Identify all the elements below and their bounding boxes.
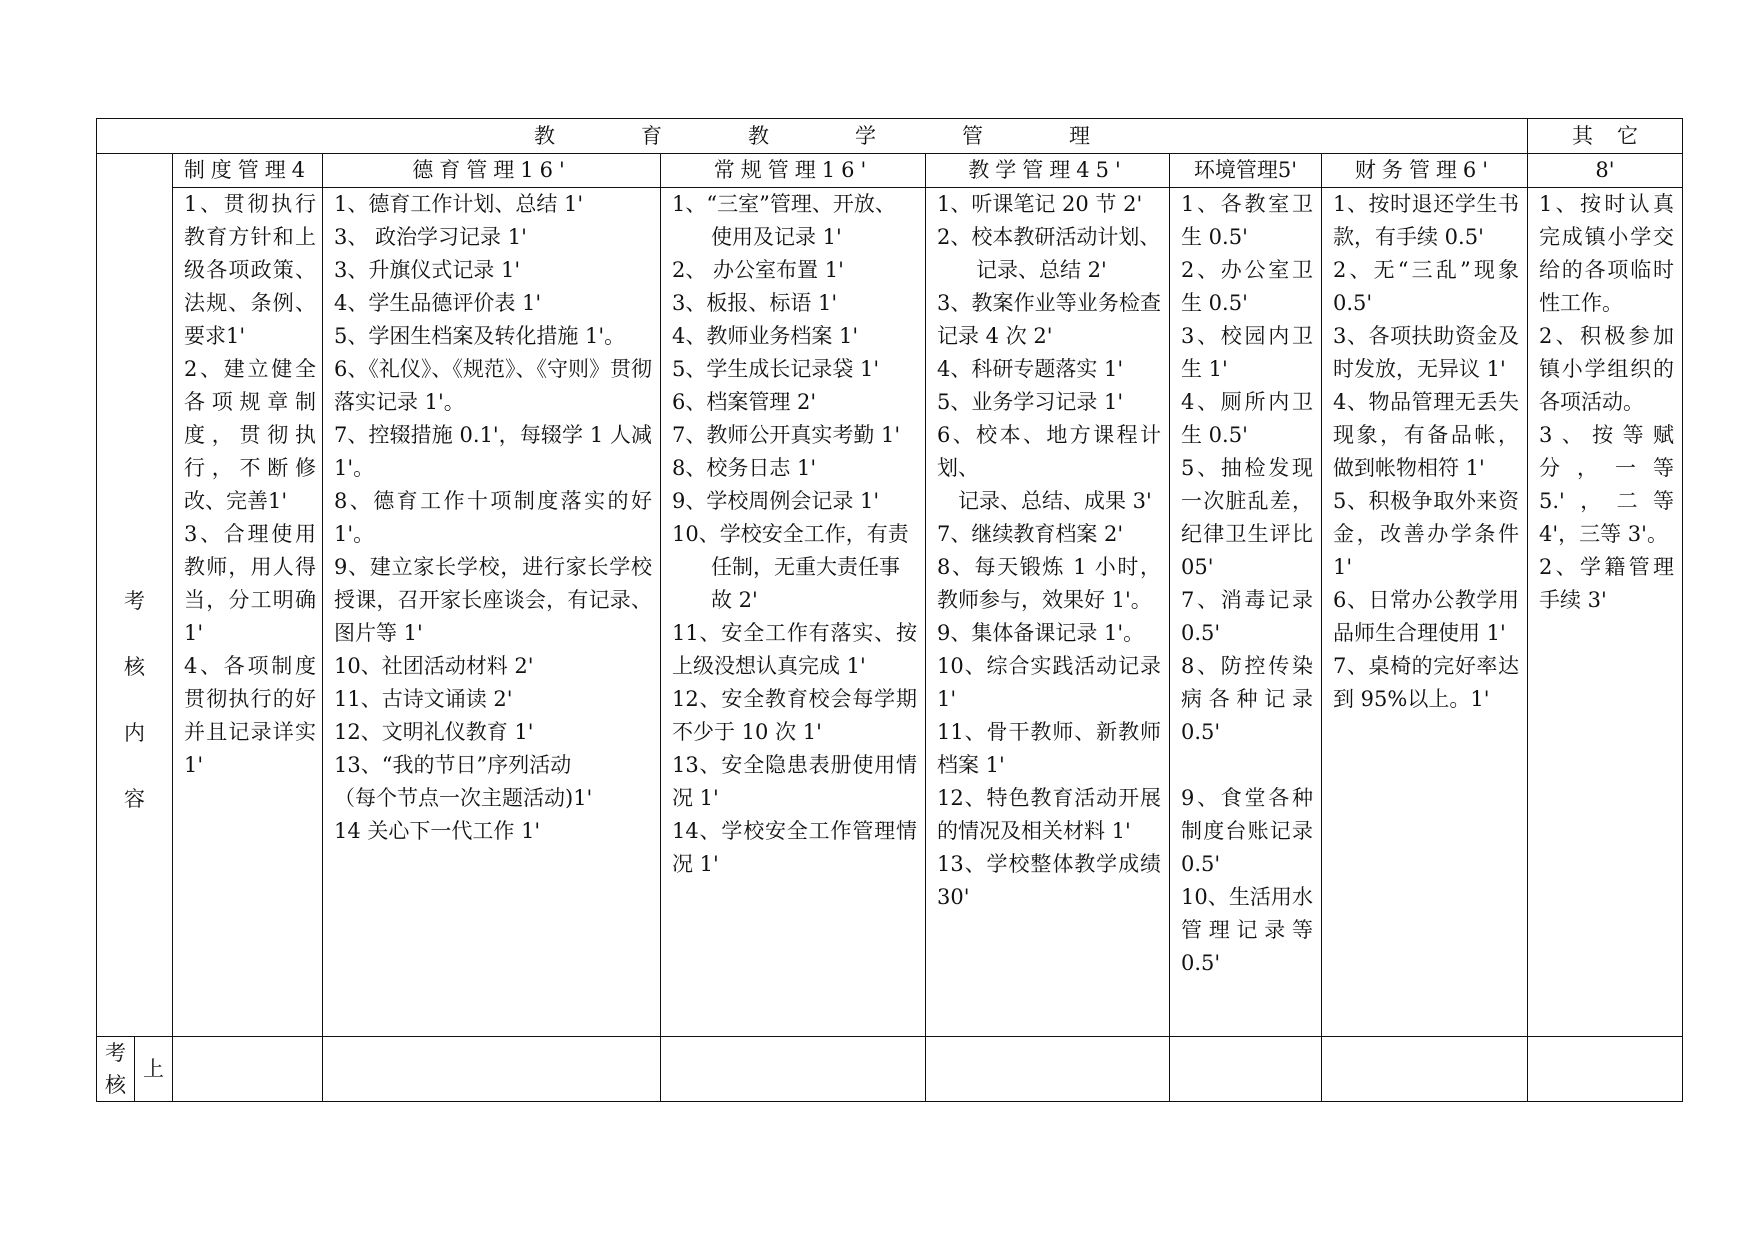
list-item: 9、建立家长学校，进行家长学校授课，召开家长座谈会，有记录、图片等 1' [334, 555, 652, 645]
assessment-label-cell [97, 1037, 135, 1102]
list-item: 任制，无重大责任事 [711, 555, 900, 579]
list-item: 2、校本教研活动计划、 [937, 225, 1161, 249]
list-item: 9、食堂各种制度台账记录 0.5' [1181, 786, 1313, 876]
spacer [1170, 749, 1321, 782]
list-item: 4、学生品德评价表 1' [334, 291, 542, 315]
list-item: 13、学校整体教学成绩 30' [937, 852, 1161, 909]
list-item: 1、“三室”管理、开放、 [672, 192, 896, 216]
list-item: 2、办公室卫生 0.5' [1181, 258, 1313, 315]
list-item: 6、《礼仪》、《规范》、《守则》贯彻落实记录 1'。 [334, 357, 652, 414]
list-item: 10、社团活动材料 2' [334, 654, 534, 678]
list-item: 7、桌椅的完好率达到 95%以上。1' [1333, 654, 1519, 711]
list-item: 故 2' [711, 588, 758, 612]
list-item: 3、板报、标语 1' [672, 291, 838, 315]
list-item: 2、学籍管理手续 3' [1539, 555, 1674, 612]
list-item: 1、德育工作计划、总结 1' [334, 192, 584, 216]
list-item: 8、德育工作十项制度落实的好 1'。 [334, 489, 652, 546]
list-item: 13、安全隐患表册使用情况 1' [672, 753, 917, 810]
list-item: 4、各项制度贯彻执行的好并且记录详实1' [184, 654, 316, 777]
other-title-cell [1528, 119, 1683, 154]
list-item: 11、骨干教师、新教师档案 1' [937, 720, 1161, 777]
list-item: 12、安全教育校会每学期不少于 10 次 1' [672, 687, 917, 744]
list-item: 14 关心下一代工作 1' [334, 819, 541, 843]
content-row [97, 188, 1683, 1037]
list-item: 1、按时认真完成镇小学交给的各项临时性工作。 [1539, 192, 1674, 315]
list-item: 7、继续教育档案 2' [937, 522, 1124, 546]
header-finance-management: 财务管理6' [1322, 154, 1528, 188]
assessment-cell-finance[interactable] [1322, 1037, 1528, 1102]
list-item: 1、听课笔记 20 节 2' [937, 192, 1143, 216]
header-moral-education: 德育管理16' [323, 154, 661, 188]
list-item: 5、业务学习记录 1' [937, 390, 1124, 414]
list-item: 2、 办公室布置 1' [672, 258, 844, 282]
list-item: 4、教师业务档案 1' [672, 324, 859, 348]
list-item: 8、每天锻炼 1 小时，教师参与，效果好 1'。 [937, 555, 1161, 612]
list-item: 3、 政治学习记录 1' [334, 225, 527, 249]
list-item: 3、升旗仪式记录 1' [334, 258, 521, 282]
side-label-char: 考 [124, 589, 145, 613]
list-item: 7、教师公开真实考勤 1' [672, 423, 901, 447]
list-item: 10、学校安全工作，有责 [672, 522, 909, 546]
list-item: 8、防控传染病各种记录 0.5' [1181, 654, 1313, 744]
list-item: 2、无“三乱”现象 0.5' [1333, 258, 1519, 315]
list-item: 使用及记录 1' [711, 225, 842, 249]
list-item: 7、消毒记录 0.5' [1181, 588, 1313, 645]
list-item: 6、校本、地方课程计划、 [937, 423, 1161, 480]
list-item: 9、集体备课记录 1'。 [937, 621, 1145, 645]
main-title-cell [97, 119, 1528, 154]
content-teaching-management [926, 188, 1170, 1037]
list-item: 13、“我的节日”序列活动 [334, 753, 572, 777]
main-title: 教育教学管理 [534, 123, 1176, 148]
list-item: 2、积极参加镇小学组织的各项活动。 [1539, 324, 1674, 414]
assessment-sub-label: 上 [143, 1056, 164, 1081]
list-item: 10、生活用水管理记录等 0.5' [1181, 885, 1313, 975]
list-item: 7、控辍措施 0.1'，每辍学 1 人减 1'。 [334, 423, 652, 480]
other-title: 其它 [1572, 123, 1662, 148]
content-other [1528, 188, 1683, 1037]
list-item: 2、建立健全各项规章制度，贯彻执行，不断修改、完善1' [184, 357, 316, 513]
list-item: 记录、总结、成果 3' [958, 489, 1152, 513]
assessment-sub-label-cell [135, 1037, 173, 1102]
list-item: 11、古诗文诵读 2' [334, 687, 513, 711]
list-item: 5、抽检发现一次脏乱差，纪律卫生评比 05' [1181, 456, 1313, 579]
list-item: 8、校务日志 1' [672, 456, 817, 480]
assessment-cell-system[interactable] [173, 1037, 323, 1102]
list-item: 记录、总结 2' [976, 258, 1107, 282]
side-label [97, 358, 172, 832]
list-item: 3、教案作业等业务检查记录 4 次 2' [937, 291, 1161, 348]
assessment-row [97, 1037, 1683, 1102]
list-item: 5、学生成长记录袋 1' [672, 357, 880, 381]
list-item: 10、综合实践活动记录 1' [937, 654, 1161, 711]
list-item: 12、文明礼仪教育 1' [334, 720, 534, 744]
title-row [97, 119, 1683, 154]
assessment-cell-teaching[interactable] [926, 1037, 1170, 1102]
header-other-score: 8' [1528, 154, 1683, 188]
assessment-label-char: 核 [105, 1073, 126, 1097]
list-item: 14、学校安全工作管理情况 1' [672, 819, 917, 876]
assessment-cell-routine[interactable] [661, 1037, 926, 1102]
header-row [97, 154, 1683, 188]
assessment-cell-environment[interactable] [1170, 1037, 1322, 1102]
list-item: 3、合理使用教师，用人得当，分工明确1' [184, 522, 316, 645]
list-item: 9、学校周例会记录 1' [672, 489, 880, 513]
list-item: 3、校园内卫生 1' [1181, 324, 1313, 381]
list-item: 11、安全工作有落实、按上级没想认真完成 1' [672, 621, 917, 678]
list-item: 4、科研专题落实 1' [937, 357, 1124, 381]
list-item: 1、各教室卫生 0.5' [1181, 192, 1313, 249]
header-system-management: 制度管理4 [173, 154, 323, 188]
list-item: 12、特色教育活动开展的情况及相关材料 1' [937, 786, 1161, 843]
list-item: （每个节点一次主题活动)1' [334, 786, 593, 810]
side-label-char: 容 [124, 787, 145, 811]
list-item: 5、学困生档案及转化措施 1'。 [334, 324, 626, 348]
list-item: 4、厕所内卫生 0.5' [1181, 390, 1313, 447]
list-item: 6、日常办公教学用品师生合理使用 1' [1333, 588, 1519, 645]
list-item: 3、按等赋分，一等 5.'，二等 4'，三等 3'。 [1539, 423, 1674, 546]
content-environment-management [1170, 188, 1322, 1037]
assessment-label-char: 考 [105, 1041, 126, 1065]
list-item: 5、积极争取外来资金，改善办学条件 1' [1333, 489, 1519, 579]
list-item: 1、按时退还学生书款，有手续 0.5' [1333, 192, 1519, 249]
content-moral-education [323, 188, 661, 1037]
assessment-cell-other[interactable] [1528, 1037, 1683, 1102]
list-item: 3、各项扶助资金及时发放，无异议 1' [1333, 324, 1519, 381]
content-finance-management [1322, 188, 1528, 1037]
side-label-cell [97, 154, 173, 1037]
side-label-char: 核 [124, 655, 145, 679]
content-routine-management [661, 188, 926, 1037]
header-routine-management: 常规管理16' [661, 154, 926, 188]
side-label-char: 内 [124, 721, 145, 745]
content-system-management [173, 188, 323, 1037]
list-item: 4、物品管理无丢失现象，有备品帐，做到帐物相符 1' [1333, 390, 1519, 480]
assessment-cell-moral[interactable] [323, 1037, 661, 1102]
list-item: 1、贯彻执行教育方针和上级各项政策、法规、条例、要求1' [184, 192, 316, 348]
evaluation-table [96, 118, 1683, 1102]
header-teaching-management: 教学管理45' [926, 154, 1170, 188]
header-environment-management: 环境管理5' [1170, 154, 1322, 188]
list-item: 6、档案管理 2' [672, 390, 817, 414]
